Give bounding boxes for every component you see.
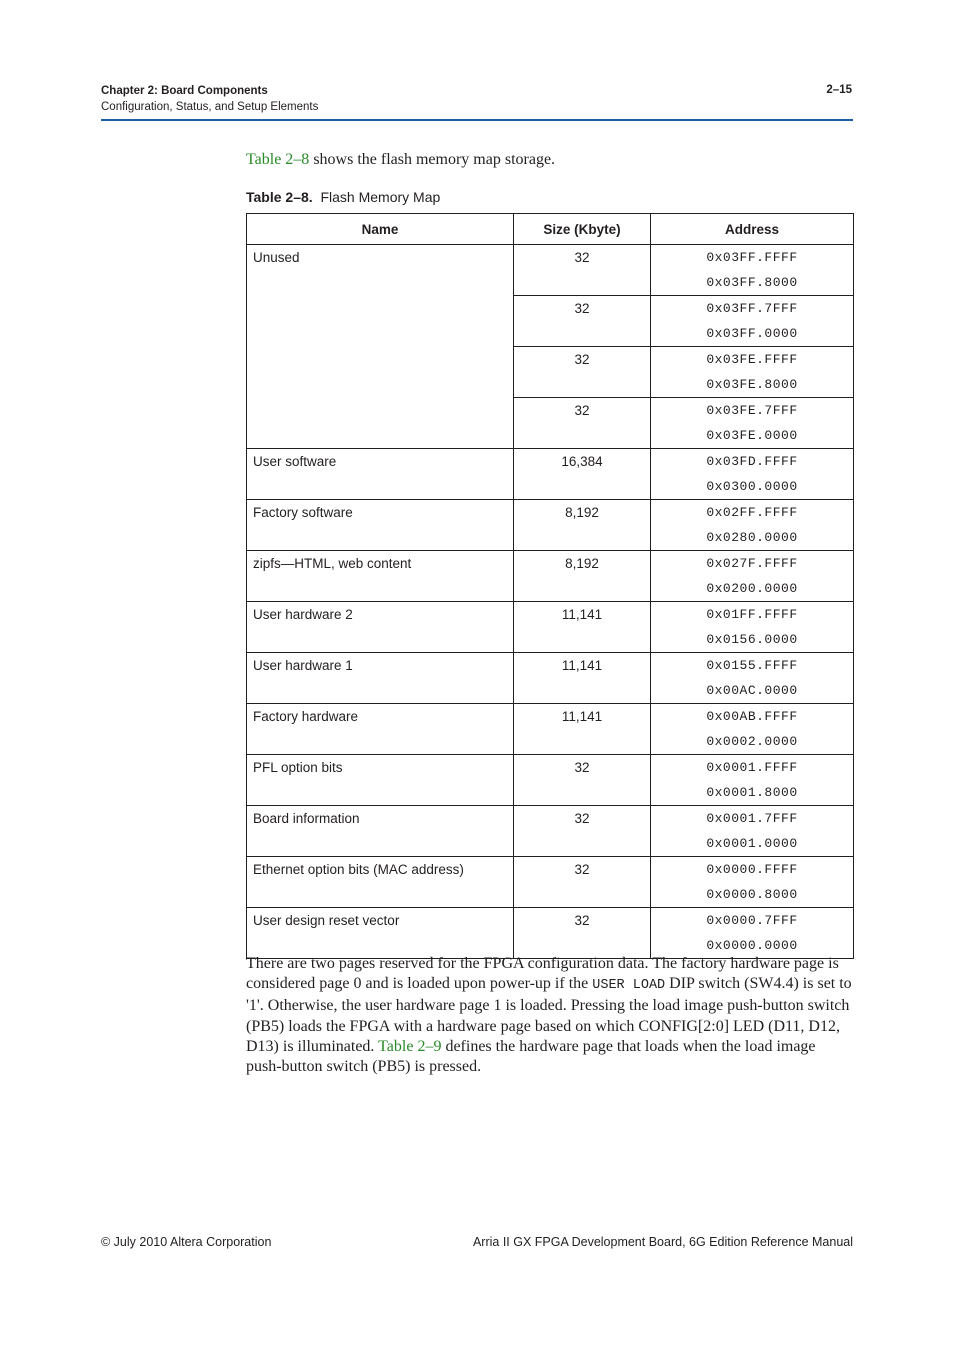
cell-address-low: 0x0200.0000 <box>651 576 854 602</box>
footer-copyright: © July 2010 Altera Corporation <box>101 1235 272 1249</box>
cell-name: Ethernet option bits (MAC address) <box>247 857 514 908</box>
cell-size: 32 <box>514 296 651 347</box>
cell-name: User design reset vector <box>247 908 514 959</box>
table-caption <box>246 189 440 205</box>
table-row <box>247 755 854 781</box>
cell-size: 11,141 <box>514 704 651 755</box>
table-row <box>247 908 854 934</box>
table-row <box>247 653 854 679</box>
cell-size: 32 <box>514 806 651 857</box>
page-number: 2–15 <box>826 84 852 96</box>
cell-address-high: 0x03FE.FFFF <box>651 347 854 373</box>
cell-size: 11,141 <box>514 602 651 653</box>
table-row <box>247 704 854 730</box>
cell-address-high: 0x02FF.FFFF <box>651 500 854 526</box>
cell-address-low: 0x0280.0000 <box>651 525 854 551</box>
cell-size: 32 <box>514 857 651 908</box>
cell-address-high: 0x03FE.7FFF <box>651 398 854 424</box>
cell-size: 16,384 <box>514 449 651 500</box>
cell-size: 32 <box>514 398 651 449</box>
table-2-8-link[interactable]: Table 2–8 <box>246 151 310 168</box>
cell-address-high: 0x0000.7FFF <box>651 908 854 934</box>
cell-address-high: 0x027F.FFFF <box>651 551 854 577</box>
chapter-title: Chapter 2: Board Components <box>101 85 268 97</box>
cell-address-low: 0x0000.8000 <box>651 882 854 908</box>
table-row <box>247 857 854 883</box>
section-title: Configuration, Status, and Setup Elements <box>101 100 319 113</box>
body-paragraph <box>246 954 854 1077</box>
cell-name: User software <box>247 449 514 500</box>
intro-text: shows the flash memory map storage. <box>309 151 556 168</box>
cell-address-low: 0x03FE.0000 <box>651 423 854 449</box>
footer-manual-title: Arria II GX FPGA Development Board, 6G Edition Reference Manual <box>472 1235 853 1249</box>
cell-address-low: 0x03FE.8000 <box>651 372 854 398</box>
cell-address-high: 0x00AB.FFFF <box>651 704 854 730</box>
cell-size: 8,192 <box>514 551 651 602</box>
column-header-size: Size (Kbyte) <box>514 214 651 245</box>
cell-address-low: 0x0156.0000 <box>651 627 854 653</box>
cell-address-low: 0x0000.0000 <box>651 933 854 959</box>
cell-size: 32 <box>514 245 651 296</box>
cell-size: 32 <box>514 347 651 398</box>
table-row <box>247 500 854 526</box>
caption-title: Flash Memory Map <box>320 189 441 205</box>
table-row <box>247 806 854 832</box>
cell-address-low: 0x0002.0000 <box>651 729 854 755</box>
cell-name: Factory hardware <box>247 704 514 755</box>
header-rule <box>101 119 853 121</box>
cell-address-low: 0x00AC.0000 <box>651 678 854 704</box>
table-body <box>247 245 854 959</box>
table-2-9-link[interactable]: Table 2–9 <box>378 1037 442 1055</box>
cell-name: User hardware 2 <box>247 602 514 653</box>
cell-name: User hardware 1 <box>247 653 514 704</box>
cell-address-low: 0x0001.0000 <box>651 831 854 857</box>
cell-name: Unused <box>247 245 514 449</box>
running-header <box>101 84 318 115</box>
cell-address-high: 0x03FF.FFFF <box>651 245 854 271</box>
cell-name: Board information <box>247 806 514 857</box>
cell-address-high: 0x01FF.FFFF <box>651 602 854 628</box>
column-header-address: Address <box>651 214 854 245</box>
flash-memory-map-table <box>246 213 854 959</box>
table-row <box>247 602 854 628</box>
caption-label: Table 2–8. <box>246 189 313 205</box>
paragraph-text-1: There are two pages reserved for the FPGA configuration data. The factory hardware page is considered page 0 and is loaded upon power-up if the <box>246 955 839 993</box>
column-header-name: Name <box>247 214 514 245</box>
cell-size: 8,192 <box>514 500 651 551</box>
intro-sentence <box>246 150 555 170</box>
cell-address-low: 0x0300.0000 <box>651 474 854 500</box>
table-row <box>247 245 854 271</box>
cell-name: PFL option bits <box>247 755 514 806</box>
paragraph-text-3: defines the hardware page that loads when the load image push-button switch (PB5) is pressed. <box>246 1037 816 1076</box>
cell-size: 11,141 <box>514 653 651 704</box>
table-row <box>247 551 854 577</box>
cell-address-low: 0x0001.8000 <box>651 780 854 806</box>
cell-address-high: 0x03FF.7FFF <box>651 296 854 322</box>
table-row <box>247 449 854 475</box>
cell-address-high: 0x0001.7FFF <box>651 806 854 832</box>
cell-address-low: 0x03FF.0000 <box>651 321 854 347</box>
cell-address-high: 0x0000.FFFF <box>651 857 854 883</box>
paragraph-text-2: DIP switch (SW4.4) is set to '1'. Otherwise, the user hardware page 1 is loaded. Pressing the load image push-button switch (PB5) loads the FPGA with a hardware page based on which CONFIG[2:0] LED (D11, D12, D13) is illuminated. <box>246 975 852 1055</box>
cell-address-low: 0x03FF.8000 <box>651 270 854 296</box>
cell-address-high: 0x0155.FFFF <box>651 653 854 679</box>
cell-size: 32 <box>514 755 651 806</box>
cell-name: Factory software <box>247 500 514 551</box>
table-header-row <box>247 214 854 245</box>
cell-address-high: 0x0001.FFFF <box>651 755 854 781</box>
cell-address-high: 0x03FD.FFFF <box>651 449 854 475</box>
cell-name: zipfs—HTML, web content <box>247 551 514 602</box>
cell-size: 32 <box>514 908 651 959</box>
user-load-code: USER LOAD <box>592 978 666 994</box>
